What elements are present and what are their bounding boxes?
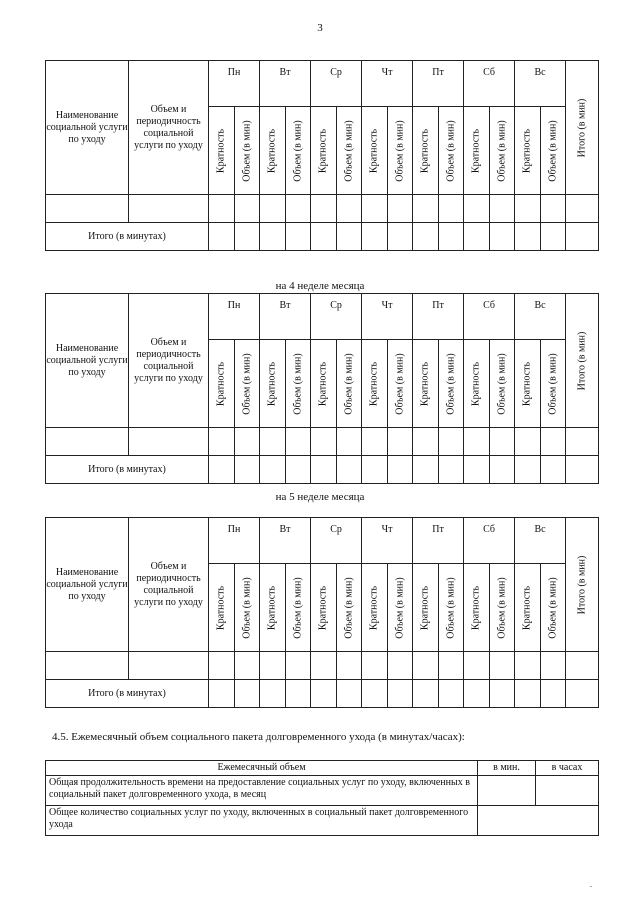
data-cell[interactable] [387,195,413,223]
volume-min-header: Объем (в мин) [394,119,406,182]
total-cell[interactable] [336,680,362,708]
subheader-cell [489,340,515,428]
data-cell[interactable] [515,652,541,680]
total-cell[interactable] [540,223,566,251]
day-header: Вт [260,294,311,340]
total-cell[interactable] [566,456,599,484]
subheader-cell [387,340,413,428]
volume-min-header: Объем (в мин) [496,576,508,639]
subheader-cell [464,564,490,652]
monthly-cell[interactable] [536,776,599,806]
subheader-cell [387,564,413,652]
total-cell[interactable] [515,456,541,484]
data-cell[interactable] [362,428,388,456]
subheader-cell [285,107,311,195]
volume-min-header: Объем (в мин) [343,576,355,639]
monthly-header: Ежемесячный объем [46,761,478,776]
monthly-row-duration: Общая продолжительность времени на предоставление социальных услуг по уходу, включенных в социальный пакет долговременного ухода, в месяц [46,776,478,806]
total-row-label: Итого (в минутах) [46,456,209,484]
total-cell[interactable] [413,223,439,251]
subheader-cell [336,564,362,652]
service-name-header: Наименование социальной услуги по уходу [46,518,129,652]
data-cell[interactable] [336,652,362,680]
data-cell[interactable] [336,195,362,223]
volume-min-header: Объем (в мин) [445,119,457,182]
total-cell[interactable] [362,680,388,708]
data-cell[interactable] [362,195,388,223]
volume-min-header: Объем (в мин) [343,352,355,415]
day-header: Пт [413,294,464,340]
total-cell[interactable] [260,680,286,708]
total-cell[interactable] [387,456,413,484]
multiplicity-header: Кратность [368,585,380,630]
total-cell[interactable] [464,223,490,251]
volume-min-header: Объем (в мин) [292,352,304,415]
volume-min-header: Объем (в мин) [496,352,508,415]
multiplicity-header: Кратность [317,361,329,406]
multiplicity-header: Кратность [215,128,227,173]
total-row-label: Итого (в минутах) [46,223,209,251]
total-cell[interactable] [413,456,439,484]
data-cell[interactable] [413,428,439,456]
multiplicity-header: Кратность [470,585,482,630]
multiplicity-header: Кратность [317,585,329,630]
total-cell[interactable] [489,680,515,708]
caption-week5: на 5 неделе месяца [275,491,365,503]
subheader-cell [209,564,235,652]
day-header: Чт [362,61,413,107]
subheader-cell [285,564,311,652]
volume-min-header: Объем (в мин) [343,119,355,182]
volume-min-header: Объем (в мин) [394,576,406,639]
total-cell[interactable] [387,680,413,708]
page-mark: . [590,880,592,889]
monthly-row-count: Общее количество социальных услуг по уходу, включенных в социальный пакет долговременного ухода [46,806,478,836]
total-cell[interactable] [260,456,286,484]
data-cell[interactable] [515,428,541,456]
subheader-cell [336,340,362,428]
multiplicity-header: Кратность [470,361,482,406]
data-cell[interactable] [46,652,129,680]
day-header: Сб [464,61,515,107]
data-cell[interactable] [234,195,260,223]
total-cell[interactable] [311,680,337,708]
data-cell[interactable] [362,652,388,680]
volume-min-header: Объем (в мин) [547,119,559,182]
subheader-cell [540,107,566,195]
total-cell[interactable] [413,680,439,708]
monthly-col-hours: в часах [536,761,599,776]
multiplicity-header: Кратность [215,361,227,406]
total-cell[interactable] [362,456,388,484]
data-cell[interactable] [413,652,439,680]
subheader-cell [438,340,464,428]
multiplicity-header: Кратность [521,128,533,173]
total-min-header: Итого (в мин) [576,331,588,390]
data-cell[interactable] [311,652,337,680]
subheader-cell [234,107,260,195]
data-cell[interactable] [413,195,439,223]
total-cell[interactable] [285,456,311,484]
multiplicity-header: Кратность [419,361,431,406]
multiplicity-header: Кратность [470,128,482,173]
total-cell[interactable] [285,680,311,708]
total-min-cell [566,294,599,428]
multiplicity-header: Кратность [419,585,431,630]
subheader-cell [362,107,388,195]
data-cell[interactable] [209,652,235,680]
data-cell[interactable] [540,195,566,223]
service-name-header: Наименование социальной услуги по уходу [46,294,129,428]
data-cell[interactable] [129,652,209,680]
page-number: 3 [317,22,323,34]
subheader-cell [413,107,439,195]
volume-min-header: Объем (в мин) [445,352,457,415]
multiplicity-header: Кратность [368,361,380,406]
data-cell[interactable] [234,652,260,680]
total-cell[interactable] [336,456,362,484]
multiplicity-header: Кратность [266,361,278,406]
caption-week4: на 4 неделе месяца [275,280,365,292]
data-cell[interactable] [311,195,337,223]
subheader-cell [464,340,490,428]
volume-periodicity-header: Объем и периодичность социальной услуги по уходу [129,61,209,195]
data-cell[interactable] [285,652,311,680]
total-cell[interactable] [311,456,337,484]
day-header: Пн [209,61,260,107]
subheader-cell [515,564,541,652]
subheader-cell [260,564,286,652]
total-cell[interactable] [489,223,515,251]
schedule-table-week3 [45,60,599,251]
subheader-cell [260,107,286,195]
multiplicity-header: Кратность [266,585,278,630]
data-cell[interactable] [489,428,515,456]
subheader-cell [489,564,515,652]
day-header: Вт [260,518,311,564]
total-min-header: Итого (в мин) [576,555,588,614]
total-cell[interactable] [387,223,413,251]
volume-periodicity-header: Объем и периодичность социальной услуги по уходу [129,294,209,428]
data-cell[interactable] [515,195,541,223]
total-cell[interactable] [540,456,566,484]
data-cell[interactable] [489,195,515,223]
day-header: Чт [362,294,413,340]
data-cell[interactable] [387,652,413,680]
subheader-cell [515,107,541,195]
day-header: Сб [464,518,515,564]
day-header: Вт [260,61,311,107]
total-cell[interactable] [540,680,566,708]
day-header: Вс [515,518,566,564]
subheader-cell [336,107,362,195]
total-row-label: Итого (в минутах) [46,680,209,708]
data-cell[interactable] [129,195,209,223]
subheader-cell [413,340,439,428]
total-cell[interactable] [566,680,599,708]
total-cell[interactable] [260,223,286,251]
data-cell[interactable] [234,428,260,456]
data-cell[interactable] [566,195,599,223]
subheader-cell [209,107,235,195]
section-title: 4.5. Ежемесячный объем социального пакета долговременного ухода (в минутах/часах): [52,731,465,743]
service-name-header: Наименование социальной услуги по уходу [46,61,129,195]
day-header: Вс [515,294,566,340]
data-cell[interactable] [260,195,286,223]
subheader-cell [540,564,566,652]
data-cell[interactable] [336,428,362,456]
total-cell[interactable] [209,680,235,708]
data-cell[interactable] [464,428,490,456]
total-cell[interactable] [515,223,541,251]
multiplicity-header: Кратность [521,361,533,406]
volume-periodicity-header: Объем и периодичность социальной услуги по уходу [129,518,209,652]
data-cell[interactable] [438,652,464,680]
multiplicity-header: Кратность [266,128,278,173]
data-cell[interactable] [566,428,599,456]
subheader-cell [234,340,260,428]
data-cell[interactable] [285,195,311,223]
day-header: Пн [209,518,260,564]
total-cell[interactable] [464,680,490,708]
volume-min-header: Объем (в мин) [241,576,253,639]
subheader-cell [438,564,464,652]
monthly-col-min: в мин. [478,761,536,776]
data-cell[interactable] [209,195,235,223]
data-cell[interactable] [464,195,490,223]
subheader-cell [489,107,515,195]
day-header: Вс [515,61,566,107]
total-cell[interactable] [311,223,337,251]
multiplicity-header: Кратность [419,128,431,173]
subheader-cell [413,564,439,652]
total-cell[interactable] [438,223,464,251]
volume-min-header: Объем (в мин) [394,352,406,415]
total-min-cell [566,518,599,652]
total-cell[interactable] [209,223,235,251]
subheader-cell [540,340,566,428]
data-cell[interactable] [438,195,464,223]
total-cell[interactable] [285,223,311,251]
day-header: Ср [311,61,362,107]
total-cell[interactable] [336,223,362,251]
data-cell[interactable] [285,428,311,456]
subheader-cell [438,107,464,195]
subheader-cell [362,564,388,652]
total-cell[interactable] [234,456,260,484]
total-cell[interactable] [515,680,541,708]
subheader-cell [387,107,413,195]
total-cell[interactable] [362,223,388,251]
data-cell[interactable] [129,428,209,456]
total-cell[interactable] [234,680,260,708]
volume-min-header: Объем (в мин) [496,119,508,182]
day-header: Пт [413,61,464,107]
day-header: Ср [311,294,362,340]
subheader-cell [515,340,541,428]
volume-min-header: Объем (в мин) [445,576,457,639]
total-cell[interactable] [464,456,490,484]
total-min-cell [566,61,599,195]
subheader-cell [464,107,490,195]
monthly-cell[interactable] [478,806,599,836]
data-cell[interactable] [46,428,129,456]
subheader-cell [209,340,235,428]
volume-min-header: Объем (в мин) [547,576,559,639]
day-header: Чт [362,518,413,564]
data-cell[interactable] [260,428,286,456]
data-cell[interactable] [489,652,515,680]
volume-min-header: Объем (в мин) [241,352,253,415]
data-cell[interactable] [209,428,235,456]
subheader-cell [311,564,337,652]
data-cell[interactable] [46,195,129,223]
subheader-cell [362,340,388,428]
data-cell[interactable] [464,652,490,680]
data-cell[interactable] [260,652,286,680]
data-cell[interactable] [540,652,566,680]
subheader-cell [311,340,337,428]
total-cell[interactable] [209,456,235,484]
subheader-cell [285,340,311,428]
schedule-table-week4 [45,293,599,484]
volume-min-header: Объем (в мин) [241,119,253,182]
schedule-table-week5 [45,517,599,708]
total-cell[interactable] [489,456,515,484]
multiplicity-header: Кратность [368,128,380,173]
data-cell[interactable] [387,428,413,456]
subheader-cell [260,340,286,428]
day-header: Пт [413,518,464,564]
data-cell[interactable] [540,428,566,456]
total-cell[interactable] [438,680,464,708]
data-cell[interactable] [438,428,464,456]
multiplicity-header: Кратность [215,585,227,630]
day-header: Пн [209,294,260,340]
subheader-cell [311,107,337,195]
volume-min-header: Объем (в мин) [292,119,304,182]
volume-min-header: Объем (в мин) [547,352,559,415]
total-cell[interactable] [438,456,464,484]
data-cell[interactable] [566,652,599,680]
day-header: Ср [311,518,362,564]
multiplicity-header: Кратность [521,585,533,630]
subheader-cell [234,564,260,652]
day-header: Сб [464,294,515,340]
total-cell[interactable] [234,223,260,251]
multiplicity-header: Кратность [317,128,329,173]
monthly-cell[interactable] [478,776,536,806]
total-cell[interactable] [566,223,599,251]
volume-min-header: Объем (в мин) [292,576,304,639]
total-min-header: Итого (в мин) [576,98,588,157]
data-cell[interactable] [311,428,337,456]
monthly-volume-table [45,760,599,836]
